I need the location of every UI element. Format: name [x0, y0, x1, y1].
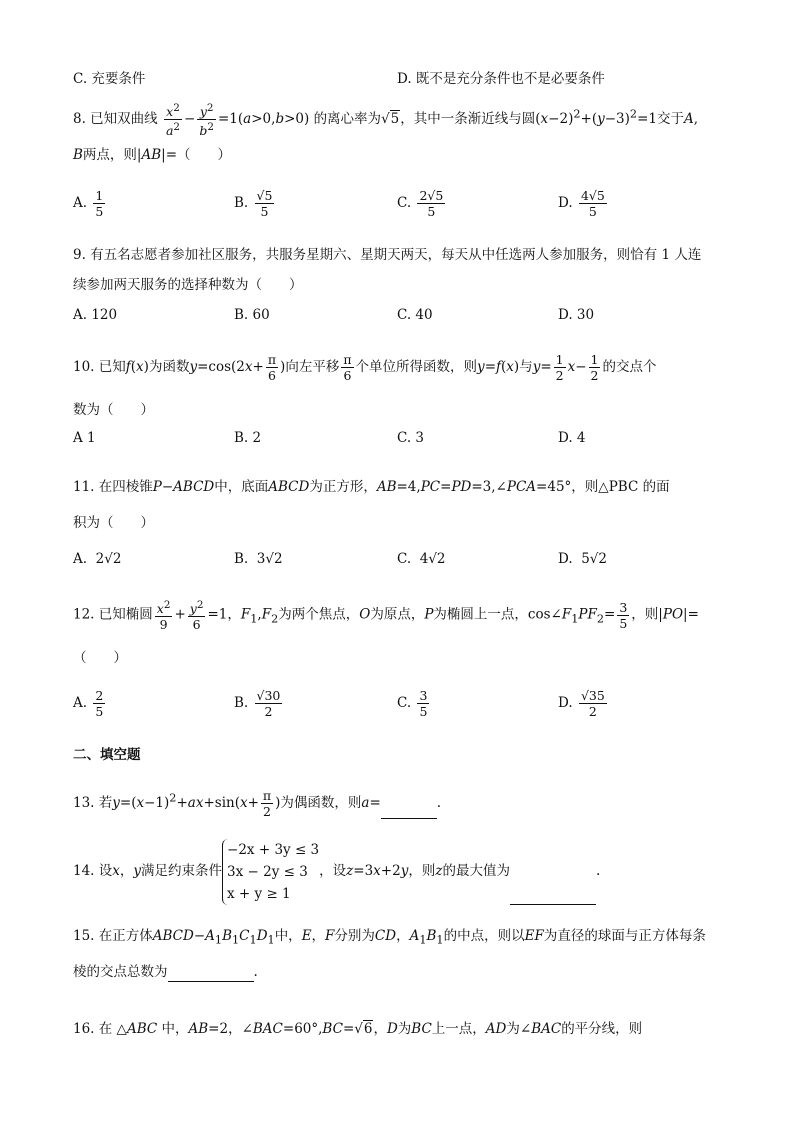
q12-option-a: A. $\frac{2}{5}$ [73, 688, 104, 719]
q14-answer-blank[interactable] [510, 890, 596, 905]
q10-option-a: A 1 [73, 430, 96, 446]
q12-option-b: B. $\frac{√30}{2}$ [234, 688, 281, 719]
q10-option-d: D. 4 [558, 430, 586, 446]
q13-answer-blank[interactable] [381, 804, 437, 819]
q9-stem-line2: 续参加两天服务的选择种数为（ ） [73, 277, 303, 293]
q8-stem-line2: B两点，则|AB|=（ ） [73, 147, 232, 163]
q15-answer-blank[interactable] [168, 967, 254, 982]
q7-option-c: C. 充要条件 [73, 71, 146, 87]
q10-stem-line2: 数为（ ） [73, 402, 154, 418]
q11-stem-line2: 积为（ ） [73, 515, 154, 531]
q7-option-d: D. 既不是充分条件也不是必要条件 [397, 71, 605, 87]
q14-constraint-system: −2x + 3y ≤ 3 3x − 2y ≤ 3 x + y ≥ 1 [222, 839, 319, 905]
q12-option-d: D. $\frac{√35}{2}$ [558, 688, 605, 719]
q11-option-a: A. 2√2 [73, 551, 122, 567]
q11-option-c: C. 4√2 [397, 551, 446, 567]
q15-stem: 15. 在正方体$ABCD-A_1B_1C_1D_1$中，E，F分别为CD，$A_1B_1$的中点，则以EF为直径的球面与正方体每条 [73, 928, 706, 947]
q11-option-d: D. 5√2 [558, 551, 607, 567]
q8-option-c: C. $\frac{2√5}{5}$ [397, 188, 444, 219]
q13-stem: 13. 若$y=(x-1)^2+ax+\sin(x+$ $\frac{\pi}{2}$ )为偶函数，则a= . [73, 788, 442, 819]
q11-stem: 11. 在四棱锥P−ABCD中，底面ABCD为正方形，AB=4,PC=PD=3,∠PCA=45°，则△PBC 的面 [73, 479, 670, 495]
q12-stem-line2: （ ） [73, 650, 127, 666]
q10-option-c: C. 3 [397, 430, 425, 446]
q9-option-a: A. 120 [73, 307, 118, 323]
q9-stem: 9. 有五名志愿者参加社区服务，共服务星期六、星期天两天，每天从中任选两人参加服务，则恰有 1 人连 [73, 247, 702, 263]
q11-option-b: B. 3√2 [234, 551, 283, 567]
q8-option-b: B. $\frac{√5}{5}$ [234, 188, 273, 219]
q12-option-c: C. $\frac{3}{5}$ [397, 688, 428, 719]
q15-stem-line2: 棱的交点总数为 . [73, 964, 258, 980]
section-title-fill-in: 二、填空题 [73, 747, 141, 763]
q10-option-b: B. 2 [234, 430, 262, 446]
q10-stem: 10. 已知f(x)为函数y=cos(2x+ $\frac{\pi}{6}$ )向左平移 $\frac{\pi}{6}$ 个单位所得函数，则y=f(x)与y= $\frac{1}{2}$ x− $\frac{1}{2}$ 的交点个 [73, 352, 657, 383]
q14-stem: 14. 设x，y满足约束条件 −2x + 3y ≤ 3 3x − 2y ≤ 3 x + y ≥ 1 ，设z=3x+2y，则z的最大值为 . [73, 838, 600, 905]
q8-option-a: A. $\frac{1}{5}$ [73, 188, 104, 219]
q8-option-d: D. $\frac{4√5}{5}$ [558, 188, 605, 219]
q12-stem: 12. 已知椭圆 $\frac{x^2}{9}$ + $\frac{y^2}{6}$ =1，$F_1,F_2$为两个焦点，O为原点，P为椭圆上一点，$\cos\angle F_1PF_2=$ $\frac{3}{5}$ ，则|PO|= [73, 599, 699, 633]
q9-option-b: B. 60 [234, 307, 270, 323]
q9-option-d: D. 30 [558, 307, 595, 323]
q16-stem: 16. 在 △ABC 中，AB=2，∠BAC=60°,BC=√6，D为BC上一点，AD为∠BAC的平分线，则 [73, 1021, 643, 1037]
q8-stem: 8. 已知双曲线 $\frac{x^2}{a^2}$ − $\frac{y^2}{b^2}$ =1(a>0,b>0) 的离心率为√5，其中一条渐近线与圆$(x-2)^2+(y-3)^2=1$交于A, [73, 102, 699, 139]
q9-option-c: C. 40 [397, 307, 433, 323]
